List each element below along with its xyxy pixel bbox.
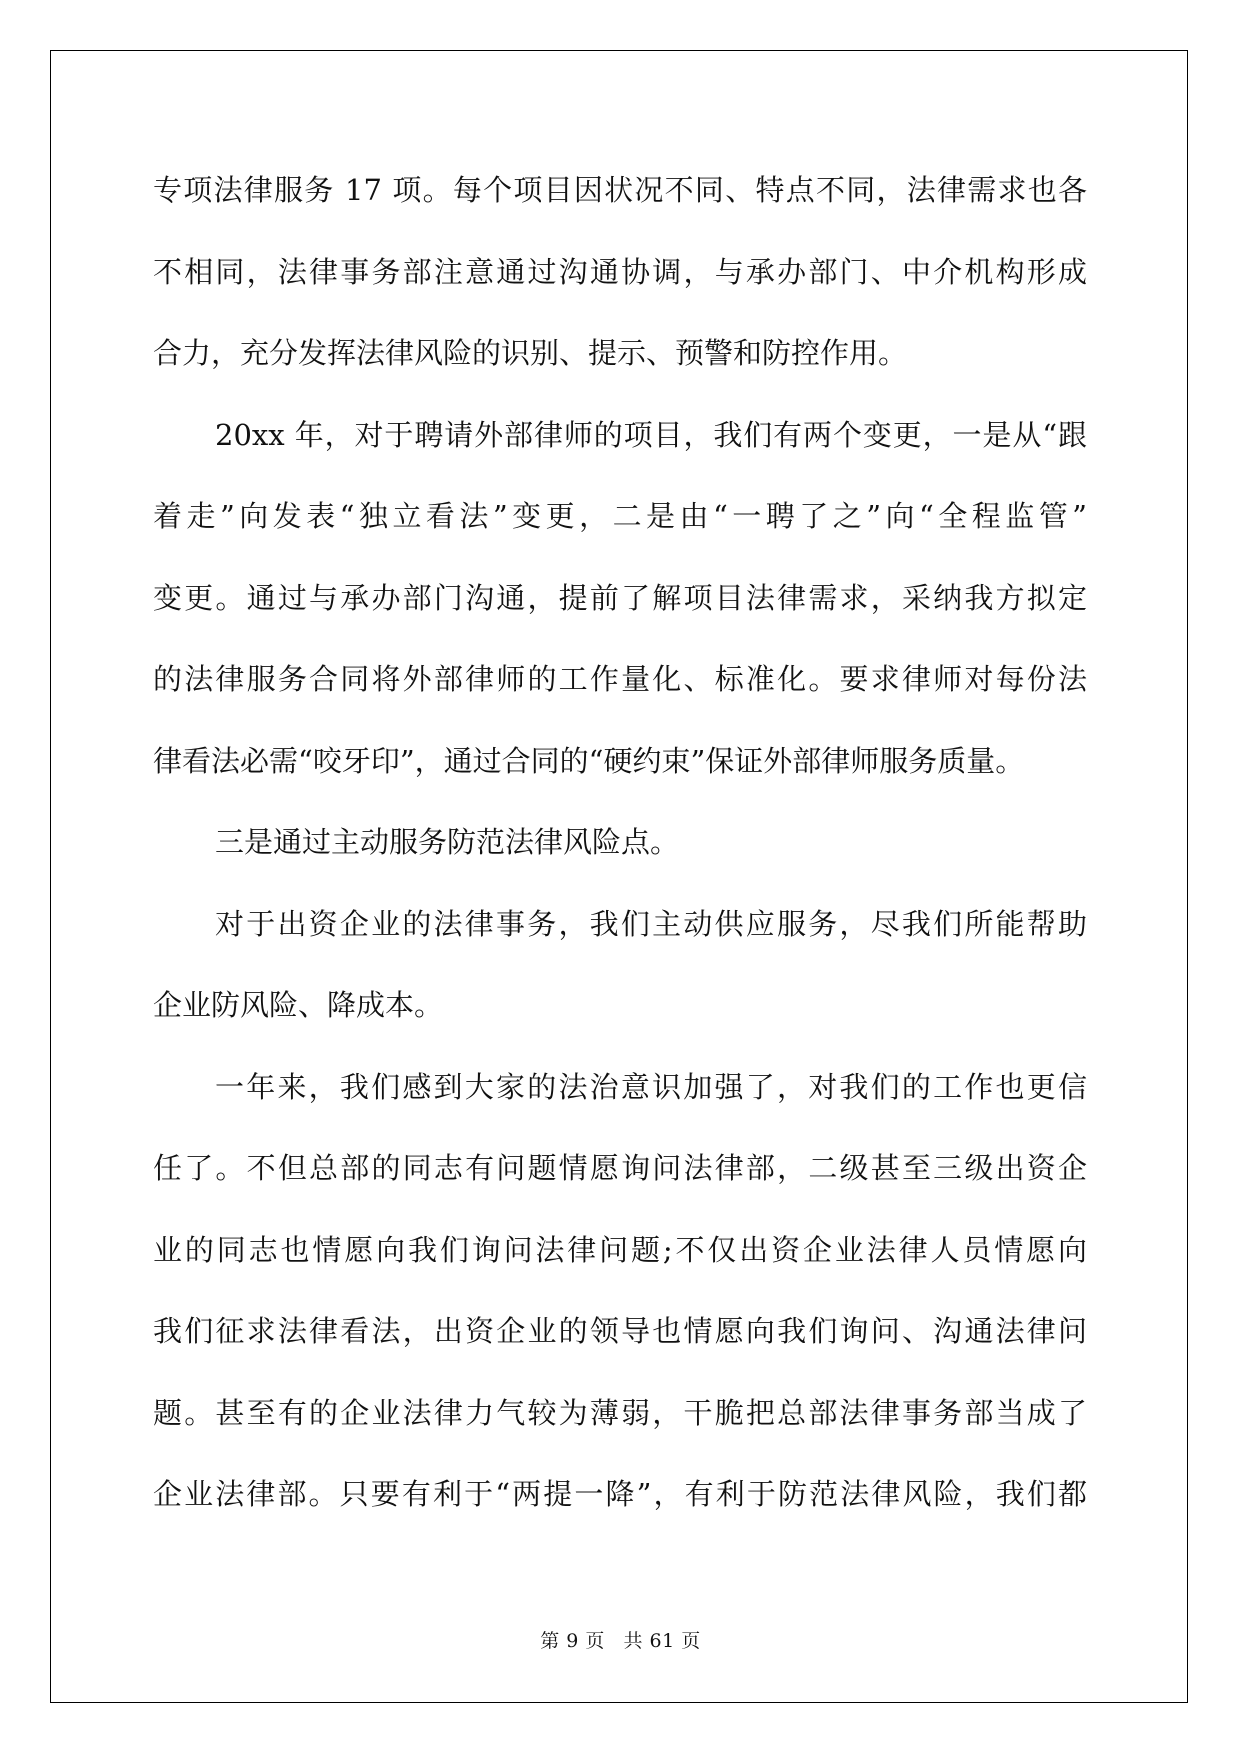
paragraph bbox=[153, 1065, 1087, 1554]
text-line: 20xx 年，对于聘请外部律师的项目，我们有两个变更，一是从“跟 bbox=[215, 417, 1087, 452]
text-line: 任了。不但总部的同志有问题情愿询问法律部，二级甚至三级出资企 bbox=[153, 1151, 1087, 1185]
text-line: 合力，充分发挥法律风险的识别、提示、预警和防控作用。 bbox=[153, 336, 908, 370]
text-line: 律看法必需“咬牙印”，通过合同的“硬约束”保证外部律师服务质量。 bbox=[153, 743, 1025, 778]
text-line: 三是通过主动服务防范法律风险点。 bbox=[215, 825, 680, 859]
text-line: 着走”向发表“独立看法”变更，二是由“一聘了之”向“全程监管” bbox=[153, 499, 1087, 533]
page-footer bbox=[0, 1626, 1241, 1653]
paragraph bbox=[153, 902, 1087, 1065]
text-line: 企业法律部。只要有利于“两提一降”，有利于防范法律风险，我们都 bbox=[153, 1477, 1087, 1511]
text-line: 一年来，我们感到大家的法治意识加强了，对我们的工作也更信 bbox=[215, 1069, 1087, 1104]
text-line: 不相同，法律事务部注意通过沟通协调，与承办部门、中介机构形成 bbox=[153, 254, 1087, 289]
paragraph bbox=[153, 168, 1087, 413]
paragraph bbox=[153, 820, 1087, 902]
text-line: 题。甚至有的企业法律力气较为薄弱，干脆把总部法律事务部当成了 bbox=[153, 1395, 1087, 1430]
text-line: 专项法律服务 17 项。每个项目因状况不同、特点不同，法律需求也各 bbox=[153, 173, 1087, 207]
current-page-number: 第 9 页 bbox=[540, 1630, 605, 1652]
text-line: 的法律服务合同将外部律师的工作量化、标准化。要求律师对每份法 bbox=[153, 662, 1087, 696]
text-line: 企业防风险、降成本。 bbox=[153, 988, 444, 1022]
document-body bbox=[153, 168, 1087, 1554]
text-line: 对于出资企业的法律事务，我们主动供应服务，尽我们所能帮助 bbox=[215, 906, 1087, 941]
text-line: 变更。通过与承办部门沟通，提前了解项目法律需求，采纳我方拟定 bbox=[153, 580, 1087, 615]
total-page-count: 共 61 页 bbox=[623, 1630, 701, 1652]
text-line: 业的同志也情愿向我们询问法律问题;不仅出资企业法律人员情愿向 bbox=[153, 1232, 1087, 1267]
paragraph bbox=[153, 413, 1087, 821]
text-line: 我们征求法律看法，出资企业的领导也情愿向我们询问、沟通法律问 bbox=[153, 1314, 1087, 1348]
